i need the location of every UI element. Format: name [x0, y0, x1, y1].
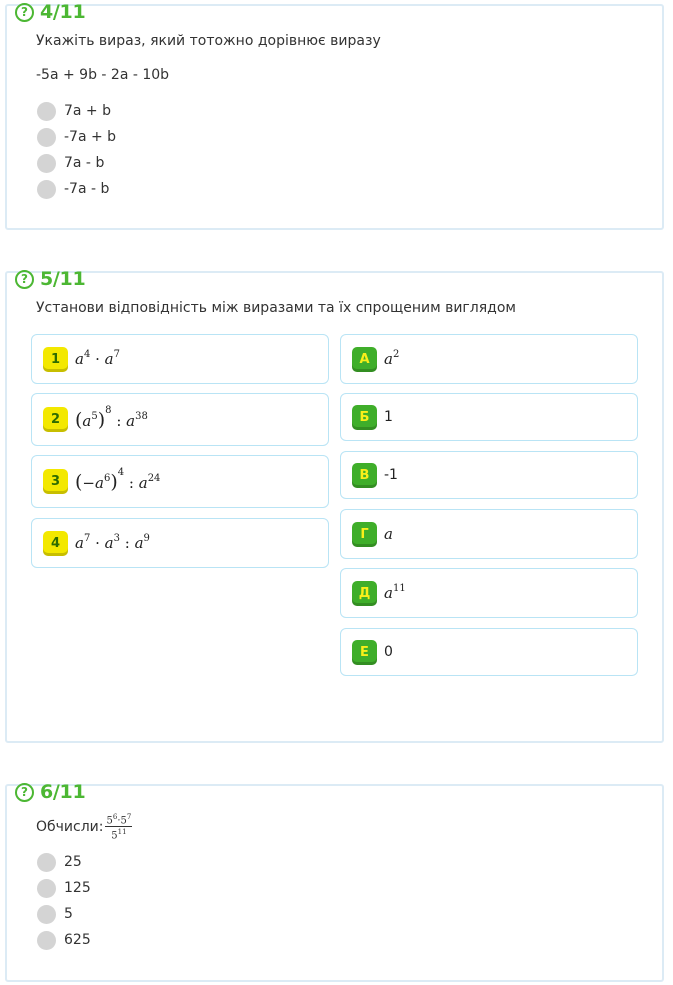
match-badge: 1	[43, 347, 68, 372]
match-value: 1	[384, 409, 393, 425]
match-expression: $a^2$	[384, 349, 400, 368]
question-number: 5/11	[40, 268, 86, 290]
question-prompt: Обчисли:	[36, 818, 104, 835]
question-circle-icon: ?	[15, 270, 34, 289]
question-circle-icon: ?	[15, 783, 34, 802]
match-badge: А	[352, 347, 377, 372]
question-expression: -5a + 9b - 2a - 10b	[36, 67, 170, 83]
match-value: 0	[384, 644, 393, 660]
match-badge: 2	[43, 407, 68, 432]
radio-button[interactable]	[37, 905, 56, 924]
match-value: -1	[384, 467, 398, 483]
match-expression: $(-a^6)^4$ : $a^{24}$	[75, 466, 161, 493]
fraction-expression: $\frac{5^6\cdot 5^7}{5^{11}}$	[106, 813, 132, 842]
question-prompt-row	[36, 812, 132, 842]
answer-option[interactable]	[37, 852, 82, 872]
option-label: 25	[64, 854, 82, 870]
option-label: 125	[64, 880, 91, 896]
question-circle-icon: ?	[15, 3, 34, 22]
answer-option[interactable]	[37, 878, 91, 898]
match-item-left-2[interactable]	[31, 393, 329, 446]
option-label: 7a - b	[64, 155, 105, 171]
question-card-5	[5, 268, 664, 743]
option-label: -7a + b	[64, 129, 117, 145]
match-item-right-e[interactable]	[340, 628, 638, 676]
match-item-left-1[interactable]	[31, 334, 329, 384]
radio-button[interactable]	[37, 879, 56, 898]
question-header	[15, 269, 85, 289]
question-number: 6/11	[40, 781, 86, 803]
match-expression: $a^4 \cdot a^7$	[75, 349, 120, 368]
radio-button[interactable]	[37, 102, 56, 121]
answer-option[interactable]	[37, 101, 111, 121]
match-item-left-4[interactable]	[31, 518, 329, 568]
radio-button[interactable]	[37, 128, 56, 147]
match-expression: $a^{11}$	[384, 583, 406, 602]
radio-button[interactable]	[37, 853, 56, 872]
match-badge: Е	[352, 640, 377, 665]
match-expression: a	[384, 525, 393, 543]
option-label: 5	[64, 906, 73, 922]
match-badge: 4	[43, 531, 68, 556]
radio-button[interactable]	[37, 931, 56, 950]
answer-option[interactable]	[37, 153, 104, 173]
match-badge: Б	[352, 405, 377, 430]
option-label: 625	[64, 932, 91, 948]
match-badge: Г	[352, 522, 377, 547]
match-badge: 3	[43, 469, 68, 494]
match-item-right-b[interactable]	[340, 393, 638, 441]
answer-option[interactable]	[37, 179, 109, 199]
match-badge: В	[352, 463, 377, 488]
radio-button[interactable]	[37, 180, 56, 199]
radio-button[interactable]	[37, 154, 56, 173]
question-header	[15, 2, 85, 22]
option-label: 7a + b	[64, 103, 112, 119]
question-prompt: Установи відповідність між виразами та їх спрощеним виглядом	[36, 300, 516, 316]
match-badge: Д	[352, 581, 377, 606]
answer-option[interactable]	[37, 127, 116, 147]
match-item-right-d[interactable]	[340, 568, 638, 618]
match-expression: $a^7 \cdot a^3$ : $a^9$	[75, 533, 150, 552]
match-expression: $(a^5)^8$ : $a^{38}$	[75, 404, 148, 431]
match-item-right-a[interactable]	[340, 334, 638, 384]
question-card-6	[5, 781, 664, 982]
match-item-right-g[interactable]	[340, 509, 638, 559]
option-label: -7a - b	[64, 181, 110, 197]
match-item-left-3[interactable]	[31, 455, 329, 508]
answer-option[interactable]	[37, 930, 91, 950]
match-item-right-v[interactable]	[340, 451, 638, 499]
answer-option[interactable]	[37, 904, 73, 924]
question-prompt: Укажіть вираз, який тотожно дорівнює виразу	[36, 33, 381, 49]
question-number: 4/11	[40, 1, 86, 23]
question-card-4	[5, 1, 664, 230]
question-header	[15, 782, 85, 802]
